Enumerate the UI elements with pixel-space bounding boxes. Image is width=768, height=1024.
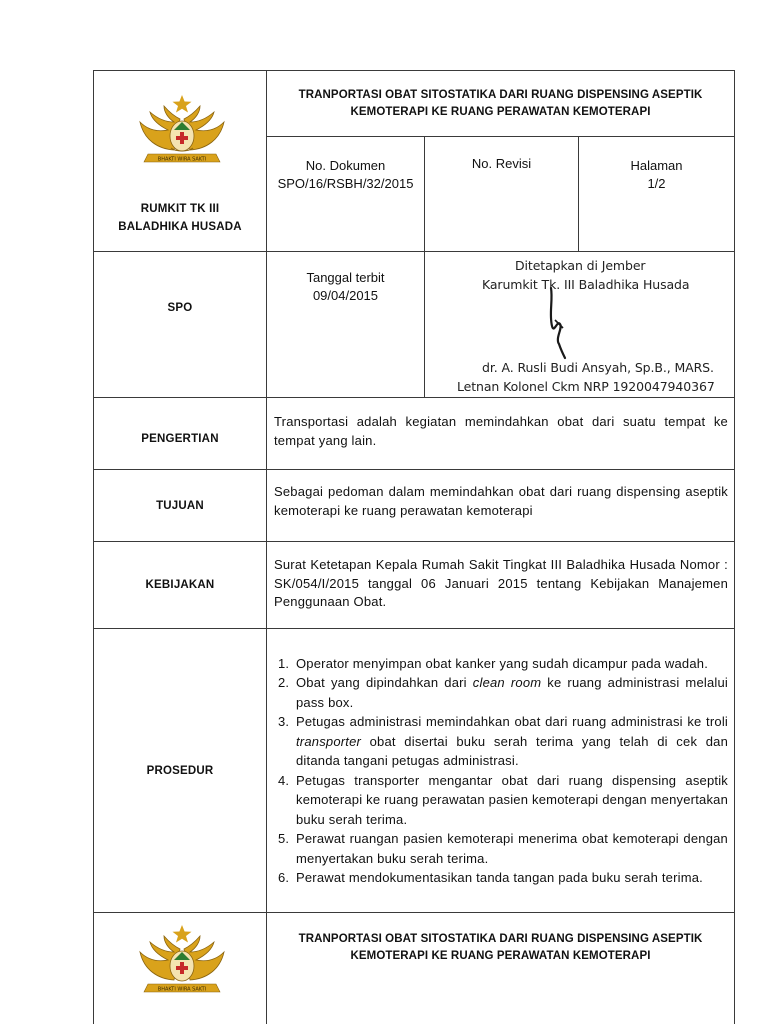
emblem-ribbon (144, 154, 220, 163)
footer-emblem (134, 922, 230, 1002)
issue-date-cell (267, 252, 424, 322)
tujuan-text: Sebagai pedoman dalam memindahkan obat dari ruang dispensing aseptik kemoterapi ke ruang perawatan kemoterapi (274, 484, 728, 518)
spo-label: SPO (167, 302, 193, 314)
title-line1: TRANPORTASI OBAT SITOSTATIKA DARI RUANG DISPENSING ASEPTIK (298, 88, 703, 101)
footer-title (267, 913, 734, 983)
prosedur-label: PROSEDUR (146, 764, 214, 777)
footer-title-line2: KEMOTERAPI KE RUANG PERAWATAN KEMOTERAPI (350, 950, 651, 962)
institution-line2: BALADHIKA HUSADA (118, 221, 242, 233)
issue-date-label: Tanggal terbit (306, 270, 385, 285)
pengertian-text-cell (267, 398, 734, 469)
signature-position: Karumkit Tk. III Baladhika Husada (482, 277, 690, 292)
emblem-motto: BHAKTI WIRA SAKTI (157, 986, 207, 993)
emblem-motto: BHAKTI WIRA SAKTI (157, 156, 207, 163)
kebijakan-text: Surat Ketetapan Kepala Rumah Sakit Tingkat III Baladhika Husada Nomor : SK/054/I/2015 tanggal 06 Januari 2015 tentang Kebijakan Manajemen Penggunaan Obat. (274, 557, 728, 610)
document-title (267, 71, 734, 136)
document-number-value: SPO/16/RSBH/32/2015 (277, 176, 414, 191)
page-value: 1/2 (647, 176, 666, 191)
pengertian-label: PENGERTIAN (141, 433, 219, 445)
document-number-label: No. Dokumen (305, 158, 386, 173)
procedure-step: 3. Petugas administrasi memindahkan obat dari ruang administrasi ke troli transporter obat disertai buku serah terima yang telah di cek dan ditanda tangani petugas administrasi. (293, 712, 728, 771)
procedure-step: 4. Petugas transporter mengantar obat dari ruang dispensing aseptik kemoterapi ke ruang perawatan pasien kemoterapi dengan menyertakan buku serah terima. (293, 771, 728, 830)
procedure-step: 6. Perawat mendokumentasikan tanda tangan pada buku serah terima. (293, 868, 728, 888)
issue-date-value: 09/04/2015 (312, 288, 379, 303)
table-border-right (734, 70, 735, 1024)
procedure-step: 5. Perawat ruangan pasien kemoterapi menerima obat kemoterapi dengan menyertakan buku serah terima. (293, 829, 728, 868)
footer-title-line1: TRANPORTASI OBAT SITOSTATIKA DARI RUANG DISPENSING ASEPTIK (298, 933, 703, 945)
procedure-list (271, 654, 728, 888)
prosedur-steps-cell (267, 629, 734, 912)
document-number-cell (267, 137, 424, 213)
institution-line1: RUMKIT TK III (140, 203, 220, 215)
revision-label: No. Revisi (471, 156, 532, 171)
signature-block (425, 252, 734, 397)
step-italic-term: transporter (296, 733, 362, 749)
procedure-step: 1. Operator menyimpan obat kanker yang sudah dicampur pada wadah. (293, 654, 728, 674)
kebijakan-label: KEBIJAKAN (145, 579, 215, 591)
handwritten-signature (533, 280, 593, 360)
signature-name: dr. A. Rusli Budi Ansyah, Sp.B., MARS. (482, 360, 714, 375)
tujuan-text-cell (267, 470, 734, 541)
emblem-shield (170, 121, 194, 151)
page-cell (579, 137, 734, 213)
signature-rank: Letnan Kolonel Ckm NRP 1920047940367 (457, 379, 715, 394)
emblem-star (173, 925, 192, 943)
emblem-star (173, 95, 192, 113)
title-line2: KEMOTERAPI KE RUANG PERAWATAN KEMOTERAPI (350, 105, 651, 118)
institution-name (94, 196, 266, 240)
procedure-step: 2. Obat yang dipindahkan dari clean room ke ruang administrasi melalui pass box. (293, 673, 728, 712)
step-italic-term: clean room (472, 675, 542, 690)
hospital-emblem (134, 92, 230, 172)
kebijakan-text-cell (267, 542, 734, 628)
tujuan-label: TUJUAN (156, 499, 204, 512)
revision-cell (425, 137, 578, 191)
signature-place: Ditetapkan di Jember (515, 258, 646, 273)
page-label: Halaman (630, 158, 683, 173)
pengertian-text: Transportasi adalah kegiatan memindahkan obat dari suatu tempat ke tempat yang lain. (274, 414, 728, 448)
